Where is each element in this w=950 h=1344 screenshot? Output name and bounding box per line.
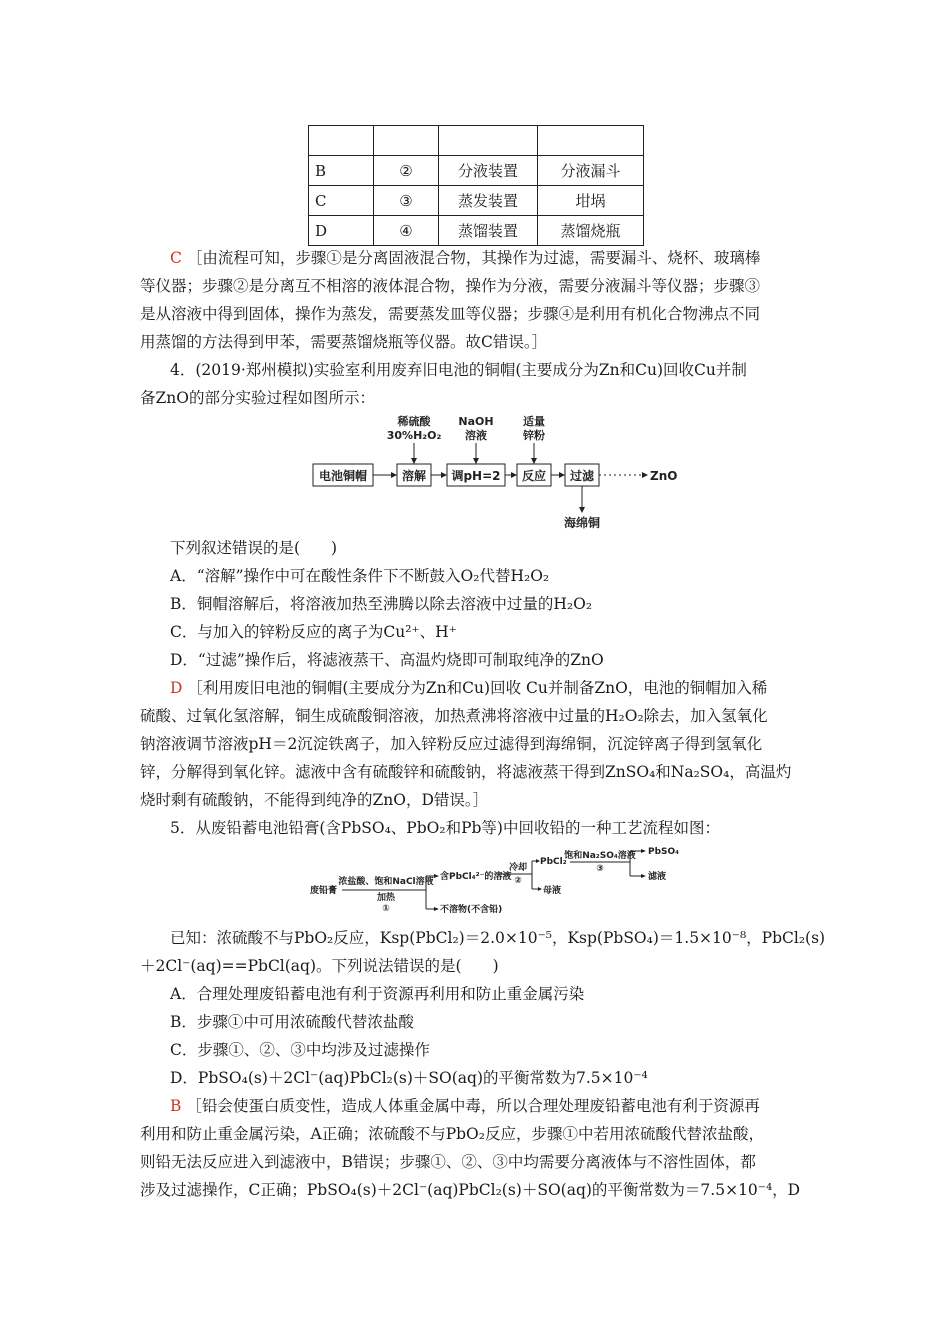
table-cell: [538, 126, 644, 156]
known-text: 已知：浓硫酸不与PbO₂反应，Ksp(PbCl₂)＝2.0×10⁻⁵，Ksp(PbSO₄)＝1.5×10⁻⁸，PbCl₂(s): [170, 929, 826, 947]
table-cell: 蒸馏装置: [439, 216, 538, 246]
reagent-label: 稀硫酸: [397, 415, 431, 428]
flow-label: 冷却: [508, 863, 528, 873]
reagent-label: 30%H₂O₂: [386, 429, 442, 442]
q5-option-d: D．PbSO₄(s)＋2Cl⁻(aq)PbCl₂(s)＋SO(aq)的平衡常数为7.5×10⁻⁴: [170, 1069, 648, 1087]
table-row: [309, 126, 644, 156]
table-cell: 蒸馏烧瓶: [538, 216, 644, 246]
answer-letter: C: [170, 249, 182, 267]
reagent-label: 锌粉: [523, 429, 545, 442]
product-label: ZnO: [650, 469, 678, 483]
flow-box-label: 反应: [521, 469, 547, 483]
table-cell: [374, 126, 439, 156]
q4-answer-line: 锌，分解得到氧化锌。滤液中含有硫酸锌和硫酸钠，将滤液蒸干得到ZnSO₄和Na₂SO₄，高温灼: [140, 763, 792, 781]
q4-option-a: A．“溶解”操作中可在酸性条件下不断鼓入O₂代替H₂O₂: [170, 567, 550, 585]
table-cell: 蒸发装置: [439, 186, 538, 216]
q4-answer-line: [170, 678, 767, 698]
q3-answer-line: 用蒸馏的方法得到甲苯，需要蒸馏烧瓶等仪器。故C错误。］: [140, 333, 548, 351]
q5-known: [170, 928, 825, 948]
flow-label: 加热: [376, 893, 396, 903]
q5-answer-line: [170, 1096, 760, 1116]
table-cell: ③: [374, 186, 439, 216]
q5-option-a: A．合理处理废铅蓄电池有利于资源再利用和防止重金属污染: [170, 985, 585, 1003]
flow-box-label: 溶解: [401, 469, 427, 483]
flow-label: 废铅膏: [310, 886, 338, 896]
flow-label: ①: [382, 904, 390, 914]
table-cell: D: [309, 216, 374, 246]
q4-answer-line: 硫酸、过氧化氢溶解，铜生成硫酸铜溶液，加热煮沸将溶液中过量的H₂O₂除去，加入氢氧化: [140, 707, 768, 725]
answer-text: ［利用废旧电池的铜帽(主要成分为Zn和Cu)回收 Cu并制备ZnO，电池的铜帽加入稀: [187, 679, 768, 697]
flow-label: 含PbCl₄²⁻的溶液: [440, 872, 512, 882]
q3-answer-line: 等仪器；步骤②是分离互不相溶的液体混合物，操作为分液，需要分液漏斗等仪器；步骤③: [140, 277, 761, 295]
table-row: [309, 216, 644, 246]
table-cell: C: [309, 186, 374, 216]
q4-option-c: C．与加入的锌粉反应的离子为Cu²⁺、H⁺: [170, 623, 457, 641]
q5-option-b: B．步骤①中可用浓硫酸代替浓盐酸: [170, 1013, 414, 1031]
table-cell: 分液漏斗: [538, 156, 644, 186]
q5-answer-line: 则铅无法反应进入到滤液中，B错误；步骤①、②、③中均需要分离液体与不溶性固体，都: [140, 1153, 756, 1171]
q4-stem: 备ZnO的部分实验过程如图所示：: [140, 389, 375, 407]
q3-answer-line: 是从溶液中得到固体，操作为蒸发，需要蒸发皿等仪器；步骤④是利用有机化合物沸点不同: [140, 305, 761, 323]
byproduct-label: 海绵铜: [563, 516, 601, 530]
table-cell: [309, 126, 374, 156]
answer-letter: B: [170, 1097, 182, 1115]
flow-label: ②: [514, 876, 522, 886]
q5-answer-line: 涉及过滤操作，C正确；PbSO₄(s)＋2Cl⁻(aq)PbCl₂(s)＋SO(aq)的平衡常数为＝7.5×10⁻⁴，D: [140, 1181, 801, 1199]
table-row: [309, 186, 644, 216]
q3-answer-line: [170, 248, 760, 268]
reagent-label: 适量: [523, 415, 545, 428]
reagent-label: 溶液: [465, 429, 487, 442]
flow-label: PbCl₂: [540, 857, 567, 867]
instrument-table: [308, 125, 644, 246]
answer-letter: D: [170, 679, 183, 697]
q4-flow-diagram: [300, 412, 700, 534]
table-row: [309, 156, 644, 186]
q5-option-c: C．步骤①、②、③中均涉及过滤操作: [170, 1041, 430, 1059]
answer-text: ［铅会使蛋白质变性，造成人体重金属中毒，所以合理处理废铅蓄电池有利于资源再: [186, 1097, 760, 1115]
q4-option-d: D．“过滤”操作后，将滤液蒸干、高温灼烧即可制取纯净的ZnO: [170, 651, 604, 669]
flow-box-label: 调pH=2: [451, 469, 501, 483]
table-cell: B: [309, 156, 374, 186]
flow-label: 滤液: [648, 872, 667, 882]
table-cell: 坩埚: [538, 186, 644, 216]
flow-box-label: 电池铜帽: [318, 469, 368, 483]
q4-answer-line: 钠溶液调节溶液pH＝2沉淀铁离子，加入锌粉反应过滤得到海绵铜，沉淀锌离子得到氢氧化: [140, 735, 763, 753]
table-cell: [439, 126, 538, 156]
flow-label: 饱和Na₂SO₄溶液: [564, 851, 636, 861]
table-cell: ②: [374, 156, 439, 186]
flow-label: PbSO₄: [648, 847, 680, 857]
flow-label: 浓盐酸、饱和NaCl溶液: [338, 877, 434, 887]
table-cell: ④: [374, 216, 439, 246]
q5-answer-line: 利用和防止重金属污染，A正确；浓硫酸不与PbO₂反应，步骤①中若用浓硫酸代替浓盐酸，: [140, 1125, 764, 1143]
table-cell: 分液装置: [439, 156, 538, 186]
q5-stem: 5．从废铅蓄电池铅膏(含PbSO₄、PbO₂和Pb等)中回收铅的一种工艺流程如图：: [170, 819, 720, 837]
q5-flow-diagram: [300, 843, 700, 921]
answer-text: ［由流程可知，步骤①是分离固液混合物，其操作为过滤，需要漏斗、烧杯、玻璃棒: [186, 249, 761, 267]
flow-label: 母液: [543, 886, 562, 896]
q4-stem: 4．(2019·郑州模拟)实验室利用废弃旧电池的铜帽(主要成分为Zn和Cu)回收Cu并制: [170, 361, 747, 379]
q4-option-b: B．铜帽溶解后，将溶液加热至沸腾以除去溶液中过量的H₂O₂: [170, 595, 593, 613]
q4-answer-line: 烧时剩有硫酸钠，不能得到纯净的ZnO，D错误。］: [140, 791, 489, 809]
flow-label: ③: [596, 864, 604, 874]
reagent-label: NaOH: [458, 415, 494, 428]
q5-known: ＋2Cl⁻(aq)==PbCl(aq)。下列说法错误的是( ): [140, 957, 499, 975]
q4-question: 下列叙述错误的是( ): [170, 539, 338, 557]
flow-box-label: 过滤: [569, 469, 595, 483]
flow-label: 不溶物(不含铅): [440, 905, 503, 915]
